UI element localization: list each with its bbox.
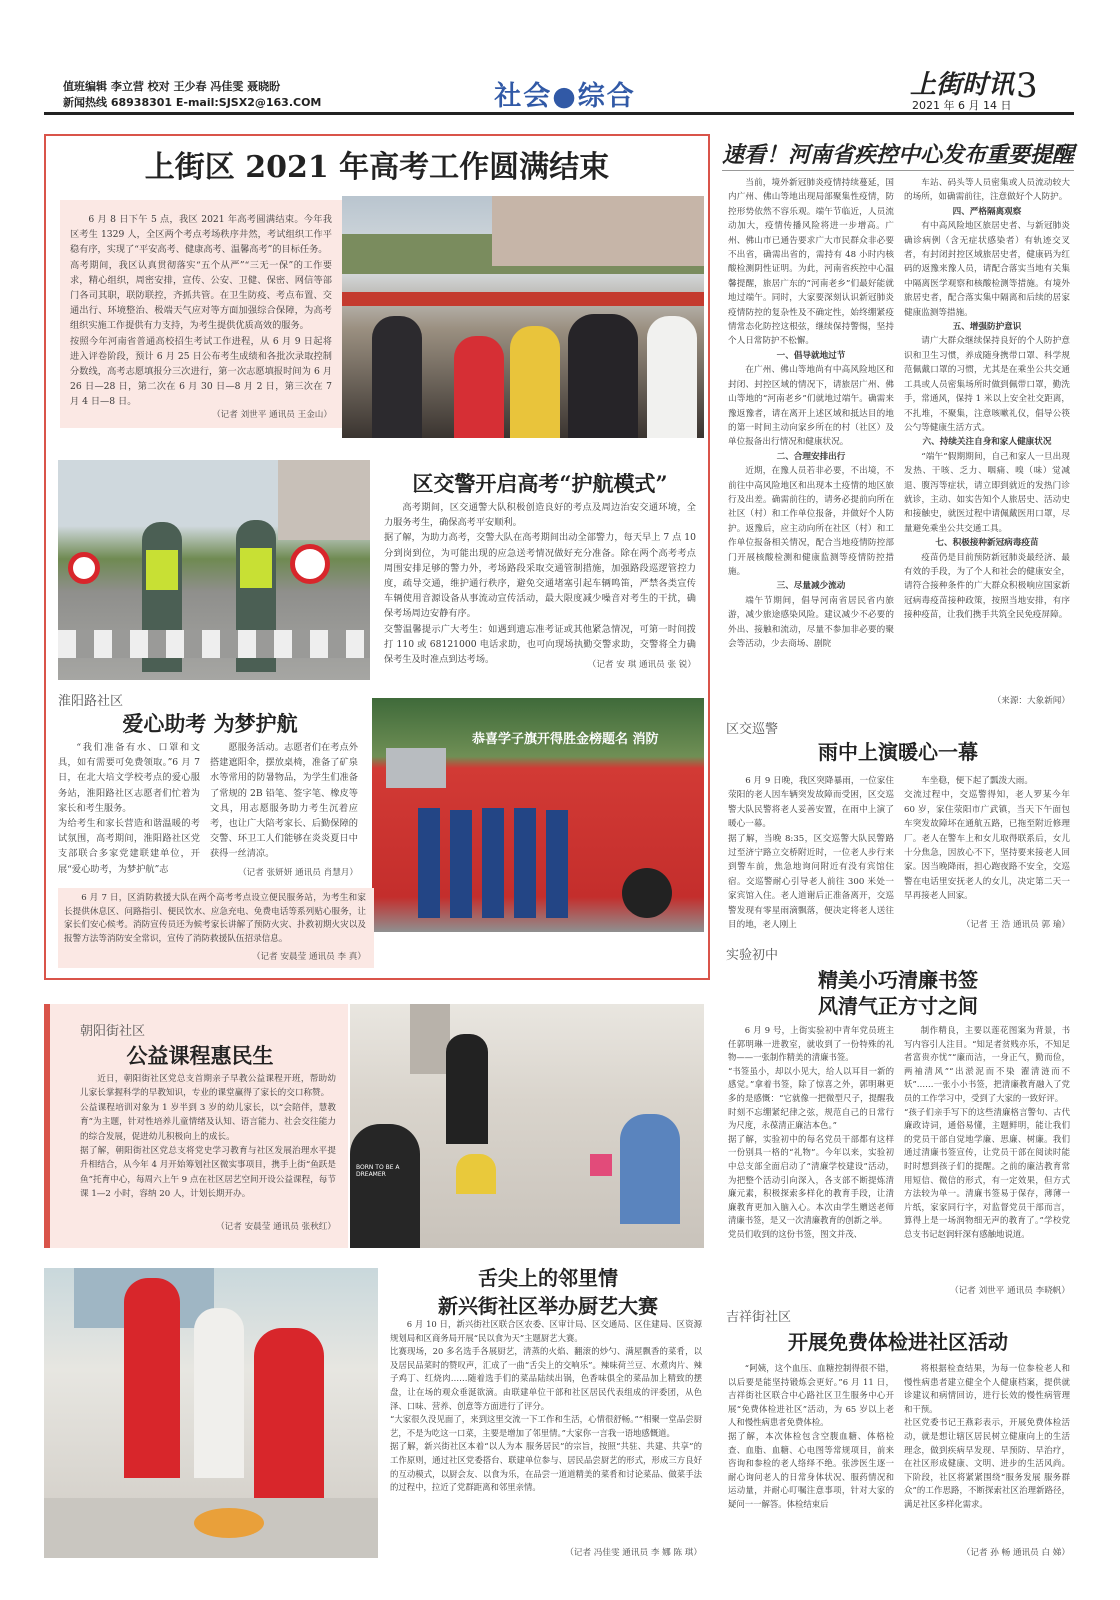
traffic-title: 区交警开启高考“护航模式” xyxy=(412,471,668,496)
cdc-subheading: 四、严格隔离观察 xyxy=(952,206,1022,217)
huaiyang-col1: “我们准备有水、口罩和文具，如有需要可免费领取。”6 月 7 日，在北大培文学校考点的爱心服务站，淮阳路社区志愿者们忙着为家长和考生服务。 为给考生和家长营造和谐温暖的考试氛围，高考期间，淮阳路社区党支部联合多家党建联建单位，开展“爱心助考，为梦护航”志 xyxy=(58,742,200,875)
cdc-paragraph: 在广州、佛山等地尚有中高风险地区和封闭、封控区域的情况下，请旅居广州、佛山等地的“河南老乡”们就地过端午。确需来豫返豫者，请在离开上述区域和抵达目的地的第一时间主动向家乡所在的村（社区）及单位报备出行情况和健康状况。 xyxy=(728,365,894,448)
rain-section-label: 区交巡警 xyxy=(726,722,779,737)
header-rule xyxy=(44,112,1074,115)
chaoyang-title: 公益课程惠民生 xyxy=(126,1043,274,1068)
cdc-subheading: 三、尽量减少流动 xyxy=(776,581,846,592)
chaoyang-section-label: 朝阳街社区 xyxy=(80,1024,146,1039)
fire-truck-banner: 恭喜学子旗开得胜金榜题名 消防 xyxy=(472,732,659,747)
cooking-title-line2: 新兴街社区举办厨艺大赛 xyxy=(438,1294,658,1318)
cdc-paragraph: 近期，在豫人员若非必要，不出境，不前往中高风险地区和出现本土疫情的地区旅行及出差。确需前往的，请务必提前向所在社区（村）和工作单位报备，并做好个人防护。返豫后，应主动向所在社区（村）和工作单位报备相关情况，配合当地疫情防控部门开展核酸检测和健康监测等疫情防控措施。 xyxy=(728,466,894,577)
shirt-text: BORN TO BE A DREAMER xyxy=(356,1164,400,1178)
cdc-subheading: 七、积极接种新冠病毒疫苗 xyxy=(935,538,1039,549)
section-title: 社会●综合 xyxy=(494,81,636,112)
rain-col2: 车坐稳，便下起了瓢泼大雨。 交流过程中，交巡警得知，老人罗某今年 60 岁，家住荥阳市广武镇，当天下午面包车突发故障坏在通航五路，已拖至附近修理厂。老人在警车上和女儿取得联系后，女儿十分焦急，因放心不下，坚持要来接老人回家。因当晚降雨，担心跑夜路不安全，交巡警在电话里安抚老人的女儿，决定第二天一早再接老人回家。 xyxy=(904,776,1070,902)
header xyxy=(0,0,1120,112)
bookmark-col1: 6 月 9 号，上街实验初中青年党员班主任郭明琳一进教室，就收到了一份特殊的礼物——一张制作精美的清廉书签。 “书签虽小，却以小见大，给人以耳目一新的感觉。”拿着书签，除了惊喜之外，郭明琳更多的是感慨：“它就像一把微型尺子，提醒我时刻不忘绷紧纪律之弦，规范自己的日常行为尺度，永葆清正廉洁本色。” 据了解，实验初中的每名党员干部都有这样一份别具一格的“礼物”。今年以来，实验初中总支部全面启动了“清廉学校建设”活动，为把整个活动引向深入，各支部不断提炼清廉元素，积极探索多样化的教育手段，让清廉教育更加入脑入心。本次由学生赠送老师清廉书签，是又一次清廉教育的创新之举。 党员们收到的这份书签，图文并茂、 xyxy=(728,1025,894,1239)
contact-line: 新闻热线 68938301 E-mail:SJSX2@163.COM xyxy=(63,96,322,109)
cdc-paragraph: “端午”假期期间，自己和家人一旦出现发热、干咳、乏力、咽痛、嗅（味）觉减退、腹泻等症状，请立即到就近的发热门诊就诊，主动、如实告知个人旅居史、活动史和接触史，就医过程中请佩戴医用口罩，尽量避免乘坐公共交通工具。 xyxy=(904,451,1070,534)
cdc-paragraph: 疫苗仍是目前预防新冠肺炎最经济、最有效的手段，为了个人和社会的健康安全，请符合接种条件的广大群众积极响应国家新冠病毒疫苗接种政策，按照当地安排，有序接种疫苗，让我们携手共筑全民免疫屏障。 xyxy=(904,552,1070,621)
cdc-subheading: 一、倡导就地过节 xyxy=(776,350,846,361)
checkup-col1: “阿姨，这个血压、血糖控制得很不错，以后要是能坚持锻炼会更好。”6 月 11 日，吉祥街社区联合中心路社区卫生服务中心开展“免费体检进社区”活动，为 65 岁以上老人和慢性病患者免费体检。 据了解，本次体检包含空腹血糖、体格检查、血脂、血糖、心电图等常规项目，前来咨询和参检的老人络绎不绝。张涉医生逐一耐心询问老人的日常身体状况、服药情况和运动量，并耐心叮嘱注意事项，针对大家的疑问一一解答。体检结束后 xyxy=(728,1363,894,1509)
cooking-body: 6 月 10 日，新兴街社区联合区农委、区审计局、区交通局、区住建局、区资源规划局和区商务局开展“民以食为天”主题厨艺大赛。 比赛现场，20 多名选手各展厨艺，清蒸的火焰、翻滚的炒勺、满屋飘香的菜肴，以及居民品菜时的赞叹声，汇成了一曲“舌尖上的交响乐”。辣味荷兰豆、水煮肉片、辣子鸡丁、红烧肉……随着选手们的菜品陆续出锅，色香味俱全的菜品加上精致的摆盘，让在场的观众垂涎欲滴。由联建单位干部和社区居民代表组成的评委团，从色泽、口味、营养、创意等方面进行了评分。 “大家很久没见面了，来到这里交流一下工作和生活，心情很舒畅。”“相聚一堂品尝厨艺，不是为吃这一口菜，主要是增加了邻里情。”大家你一言我一语地感慨道。 据了解，新兴街社区本着“以人为本 服务居民”的宗旨，按照“共驻、共建、共享”的工作原则，通过社区党委搭台、联建单位参与、居民品尝厨艺的形式，形成三方良好的互动模式，以厨会友、以食为乐，在品尝一道道精美的菜肴和讨论菜品、做菜手法的过程中，拉近了党群距离和邻里亲情。 xyxy=(390,1319,702,1493)
cdc-subheading: 五、增强防护意识 xyxy=(952,322,1022,333)
cdc-paragraph: 有中高风险地区旅居史者、与新冠肺炎确诊病例（含无症状感染者）有轨迹交叉者，有封闭封控区域旅居史者，健康码为红码的返豫来豫人员，请配合落实当地有关集中隔离医学观察和核酸检测等措施。有境外旅居史者，配合落实集中隔离和后续的居家健康监测等措施。 xyxy=(904,221,1070,318)
paper-name: 上街时讯 xyxy=(910,70,1015,100)
editor-line: 值班编辑 李立营 校对 王少春 冯佳雯 聂晓盼 xyxy=(63,80,281,93)
gaokao-students-photo xyxy=(342,196,704,438)
chaoyang-body: 近日，朝阳街社区党总支首期亲子早教公益课程开班，帮助幼儿家长掌握科学的早教知识，专业的课堂赢得了家长的交口称赞。 公益课程培训对象为 1 岁半到 3 岁的幼儿家长，以“会陪伴，慧教育”为主题，针对性培养儿童情绪及认知、语言能力、社会交往能力的综合发展，促进幼儿积极向上的成长。 据了解，朝阳街社区党总支将党史学习教育与社区发展治理水平提升相结合，从今年 4 月开始筹划社区微实事项目，携手上街“鱼跃是鱼”托育中心，每周六上午 9 点在社区居艺空间开设公益课程，每节课 1—2 小时，容纳 20 人，计划长期开办。 xyxy=(80,1074,336,1200)
checkup-section-label: 吉祥街社区 xyxy=(726,1310,792,1325)
cdc-paragraph: 车站、码头等人员密集或人员流动较大的场所，如确需前往，注意做好个人防护。 xyxy=(904,178,1070,203)
fire-truck-photo xyxy=(372,698,704,932)
fire-caption-byline: （记者 安晨莹 通讯员 李 真） xyxy=(251,952,366,962)
cdc-rule xyxy=(722,170,1074,171)
gaokao-title: 上街区 2021 年高考工作圆满结束 xyxy=(144,150,610,185)
cdc-paragraph: 当前，境外新冠肺炎疫情持续蔓延，国内广州、佛山等地出现局部聚集性疫情，防控形势依然不容乐观。端午节临近，人员流动加大，疫情传播风险将进一步增高。广州、佛山市已通告要求广大市民群众非必要不出省，确需出省的，需持有 48 小时内核酸检测阴性证明。为此，河南省疾控中心温馨提醒，旅居广东的“河南老乡”们最好能就地过端午。同时，大家要深刻认识新冠肺炎疫情防控的复杂性及不确定性，始终绷紧疫情常态化防控这根弦，继续保持警惕，坚持个人日常防护不松懈。 xyxy=(728,178,894,347)
cdc-subheading: 二、合理安排出行 xyxy=(776,451,846,462)
cooking-title-line1: 舌尖上的邻里情 xyxy=(478,1266,618,1290)
cdc-byline: （来源：大象新闻） xyxy=(992,696,1070,706)
bookmark-title-line2: 风清气正方寸之间 xyxy=(818,994,978,1018)
huaiyang-col2: 愿服务活动。志愿者们在考点外搭建遮阳伞，摆放桌椅，准备了矿泉水等常用的防暑物品，为学生们准备了常规的 2B 铅笔、签字笔、橡皮等文具，用志愿服务助力考生沉着应考，也让广大陪考家长、后勤保障的交警、环卫工人们能够在炎炎夏日中获得一丝清凉。 xyxy=(210,742,358,860)
cooking-byline: （记者 冯佳雯 通讯员 李 娜 陈 琪） xyxy=(565,1548,702,1558)
issue-date: 2021 年 6 月 14 日 xyxy=(912,99,1012,112)
bookmark-title-line1: 精美小巧清廉书签 xyxy=(818,968,978,992)
huaiyang-byline: （记者 张妍妍 通讯员 肖慧月） xyxy=(238,868,358,878)
parent-child-class-photo xyxy=(350,1004,704,1248)
rain-title: 雨中上演暖心一幕 xyxy=(818,740,978,764)
cdc-title: 速看！河南省疾控中心发布重要提醒 xyxy=(722,142,1075,168)
cdc-paragraph: 端午节期间，倡导河南省居民省内旅游，减少旅途感染风险。建议减少不必要的外出、接触和流动，尽量不参加非必要的聚会等活动，少去商场、剧院 xyxy=(728,595,894,649)
checkup-col2: 将根据检查结果，为每一位参检老人和慢性病患者建立健全个人健康档案，提供就诊建议和病情回访，进行长效的慢性病管理和干预。 社区党委书记王燕彩表示，开展免费体检活动，就是想让辖区居民树立健康向上的生活理念，做到疾病早发现、早预防、早治疗，在社区形成健康、文明、进步的生活风尚。下阶段，社区将紧紧围绕“服务发展 服务群众”的工作思路，不断探索社区治理新路径，满足社区多样化需求。 xyxy=(904,1363,1070,1509)
cdc-col1 xyxy=(728,176,894,651)
cdc-col2 xyxy=(904,176,1070,623)
cooking-contest-photo xyxy=(44,1268,378,1558)
traffic-byline: （记者 安 琪 通讯员 张 锐） xyxy=(587,660,696,670)
gaokao-body: 6 月 8 日下午 5 点，我区 2021 年高考圆满结束。今年我区考生 1329 人，全区两个考点考场秩序井然，考试组织工作平稳有序，实现了“平安高考、健康高考、温馨高考”的目标任务。 高考期间，我区认真贯彻落实“五个从严”“三无一保”的工作要求，精心组织，周密安排，宣传、公安、卫健、保密、网信等部门各司其职，联防联控，齐抓共管。在卫生防疫、考点布置、交通出行、环境整治、极端天气应对等方面加强综合保障，为高考组织实施工作提供有力支持，为考生提供优质高效的服务。 按照今年河南省普通高校招生考试工作进程，从 6 月 9 日起将进入评卷阶段，预计 6 月 25 日公布考生成绩和各批次录取控制分数线，高考志愿填报分三次进行，第一次志愿填报时间为 6 月 26 日—28 日，第二次在 6 月 30 日—8 月 2 日，第三次在 7 月 4 日—8 日。 xyxy=(70,214,332,408)
bookmark-col2: 制作精良，主要以莲花图案为背景，书写内容引人注目。“知足者贫贱亦乐，不知足者富贵亦忧”“廉而洁，一身正气，勤而俭，两袖清风”“出淤泥而不染 濯清涟而不妖”……一张小小书签，把清廉教育融入了党员的工作学习中，受到了大家的一致好评。 “孩子们亲手写下的这些清廉格言警句、古代廉政诗词，通俗易懂，主题鲜明，能让我们的党员干部自觉地学廉、思廉、树廉。我们通过清廉书签宣传，让党员干部在阅读时能时时想到孩子们的提醒。之前的廉洁教育常用短信、微信的形式，有一定效果，但方式方法较为单一。清廉书签易于保存，薄薄一片纸，家家同行字，对监督党员干部而言，算得上是一场润物细无声的教育了。”学校党总支书记赵润轩深有感触地说道。 xyxy=(904,1025,1070,1239)
rain-col1: 6 月 9 日晚，我区突降暴雨，一位家住荥阳的老人因车辆突发故障而受困，区交巡警大队民警将老人妥善安置，在雨中上演了暖心一幕。 据了解，当晚 8:35，区交巡警大队民警路过至济宁路立交桥附近时，一位老人步行来到警车前，焦急地询问附近有没有宾馆住宿。交巡警耐心引导老人前往 300 米处一家宾馆入住。老人道谢后正准备离开，交巡警发现有零星雨滴飘落，便决定将老人送往目的地，老人刚上 xyxy=(728,776,894,931)
page-number: 3 xyxy=(1016,66,1038,106)
checkup-byline: （记者 孙 畅 通讯员 白 娣） xyxy=(961,1548,1070,1558)
bookmark-section-label: 实验初中 xyxy=(726,948,779,963)
traffic-police-photo xyxy=(58,460,370,680)
cdc-subheading: 六、持续关注自身和家人健康状况 xyxy=(922,437,1052,448)
checkup-title: 开展免费体检进社区活动 xyxy=(788,1330,1008,1354)
fire-caption-body: 6 月 7 日，区消防救援大队在两个高考考点设立便民服务站，为考生和家长提供休息区、问路指引、便民饮水、应急充电、免费电话等系列贴心服务，让家长们安心候考。消防宣传员还为候考家长讲解了预防火灾、扑救初期火灾以及报警方法等消防安全常识，宣传了消防救援队伍招录信息。 xyxy=(64,893,366,944)
chaoyang-byline: （记者 安晨莹 通讯员 张秋红） xyxy=(216,1222,336,1232)
rain-byline: （记者 王 浩 通讯员 郭 瑜） xyxy=(961,920,1070,930)
traffic-body: 高考期间，区交通警大队积极创造良好的考点及周边治安交通环境，全力服务考生，确保高考平安顺利。 据了解，为助力高考，交警大队在高考期间出动全部警力，每天早上 7 点 10 分到岗到位，为可能出现的应急送考情况做好充分准备。除在两个高考考点周围安排足够的警力外，考场路段采取交通管制措施，加强路段巡逻管控力度，疏导交通，维护通行秩序，避免交通堵塞引起车辆鸣笛，严禁各类宣传车辆使用音源设备从事流动宣传活动，最大限度减少噪音对考生的干扰，确保考场周边安静有序。 交警温馨提示广大考生：如遇到遗忘准考证或其他紧急情况，可第一时间拨打 110 或 68121000 电话求助，也可向现场执勤交警求助，交警将全力确保考生及时准点到达考场。 xyxy=(384,502,696,666)
bookmark-byline: （记者 刘世平 通讯员 李晓帆） xyxy=(950,1286,1070,1296)
cdc-paragraph: 请广大群众继续保持良好的个人防护意识和卫生习惯，养成随身携带口罩、科学规范佩戴口罩的习惯，尤其是在乘坐公共交通工具或人员密集场所时做到佩带口罩，勤洗手，常通风，保持 1 米以上安全社交距离，不扎堆，不聚集，注意咳嗽礼仪，倡导公筷公勺等健康生活方式。 xyxy=(904,336,1070,433)
gaokao-byline: （记者 刘世平 通讯员 王金山） xyxy=(212,410,332,420)
huaiyang-section-label: 淮阳路社区 xyxy=(58,694,124,709)
huaiyang-title: 爱心助考 为梦护航 xyxy=(122,711,298,736)
